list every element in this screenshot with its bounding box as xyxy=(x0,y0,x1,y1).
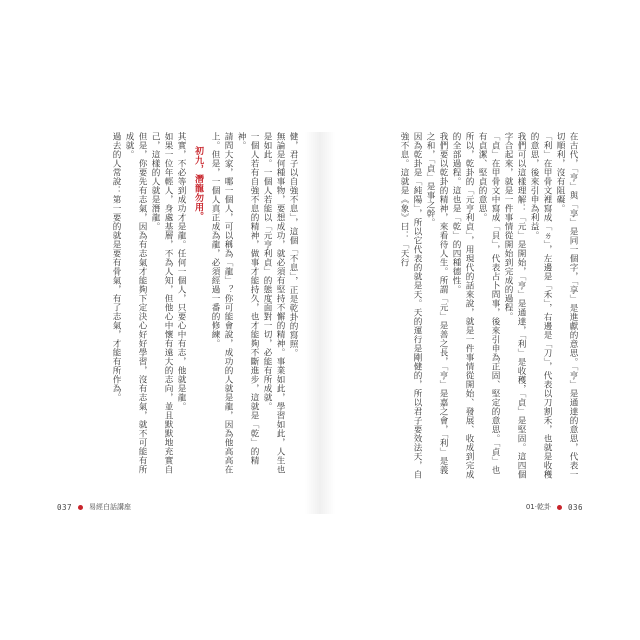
right-page-footer xyxy=(526,500,583,514)
left-page-body xyxy=(61,132,299,482)
paragraph: 在古代，「亨」與「享」是同一個字，「享」是進獻的意思。「亨」是通達的意思，代表一切順利，沒有阻礙。 xyxy=(555,132,578,480)
running-title: 易經白話講座 xyxy=(89,503,132,511)
left-page-footer xyxy=(57,500,131,514)
book-spread xyxy=(55,132,585,514)
paragraph: 一個人若有自強不息的精神，做事才能持久，也才能夠不斷進步，這就是「乾」的精神。 xyxy=(236,132,259,465)
page-number: 036 xyxy=(567,502,583,512)
paragraph: 所以，乾卦的「元亨利貞」，用現代的話來說，就是一件事情從開始、發展、收成到完成的全部過程。這也是「乾」的四種德性。 xyxy=(451,132,474,479)
bullet-dot-icon xyxy=(78,505,83,510)
bullet-dot-icon xyxy=(557,505,562,510)
paragraph: 「利」在甲骨文裡寫成「ㄌ」，左邊是「禾」，右邊是「刀」，代表以刀割禾，也就是收穫的意思，後來引申為利益。 xyxy=(529,132,552,480)
page-number: 037 xyxy=(57,502,73,512)
section-heading: 初九，潛龍勿用。 xyxy=(193,146,203,222)
paragraph: 我們要以乾卦的精神，來看待人生。所謂「元」是善之長，「亨」是嘉之會，「利」是義之和，「貞」是事之幹。 xyxy=(425,132,448,475)
paragraph: 「貞」在甲骨文中寫成「貝」，代表占卜問事，後來引申為正固、堅定的意思。「貞」也有貞潔、堅貞的意思。 xyxy=(477,132,500,475)
paragraph: 請問大家，哪一個人，可以稱為「龍」？你可能會說，成功的人就是龍，因為他高高在上。但是，一個人真正成為龍，必須經過一番的修練。 xyxy=(210,132,233,474)
paragraph: 我們可以這樣理解：「元」是開始，「亨」是通達，「利」是收穫，「貞」是堅固。這四個字合起來，就是一件事情從開始到完成的過程。 xyxy=(503,132,526,480)
right-page-body xyxy=(339,132,579,482)
right-page xyxy=(335,132,585,514)
paragraph: 如果一位年輕人，身處基層，不為人知，但他心中懷有遠大的志向，並且默默地充實自己，這樣的人就是潛龍。 xyxy=(150,132,173,474)
paragraph: 無論是何種事物，要想成功，就必須有堅持不懈的精神。事業如此，學習如此，人生也是如此。一個人若能以「元亨利貞」的態度面對一切，必能有所成就。 xyxy=(262,132,285,474)
paragraph: 過去的人常說：第一要的就是要有骨氣，有了志氣，才能有所作為。 xyxy=(111,132,121,402)
left-page xyxy=(55,132,305,514)
paragraph: 其實，不必等到成功才是龍。任何一個人，只要心中有志，他就是龍。 xyxy=(176,132,186,411)
running-title: 01·乾卦 xyxy=(525,503,551,511)
gutter xyxy=(305,132,335,514)
paragraph: 健，君子以自強不息」，這個「不息」，正是乾卦的寫照。 xyxy=(288,132,298,358)
paragraph: 但是，你要先有志氣，因為有志氣才能夠下定決心好好學習，沒有志氣，就不可能有所成就。 xyxy=(124,132,147,474)
paragraph: 因為乾卦是「純陽」，所以它代表的就是天。天的運行是剛健的，所以君子要效法天，自強不息。這就是《象》曰：「天行 xyxy=(399,132,422,479)
